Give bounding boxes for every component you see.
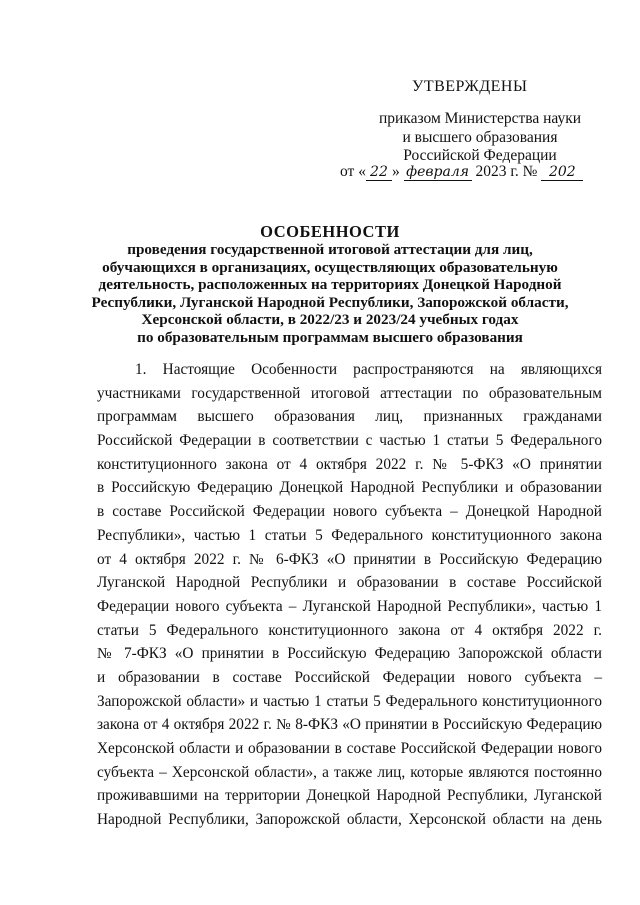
body-line: конституционного закона от 4 октября 2022 г. № 5-ФКЗ «О принятии [97,455,602,473]
approval-heading: УТВЕРЖДЕНЫ [412,78,528,95]
body-line: в Российскую Федерацию Донецкой Народной Республики и образовании [97,479,602,497]
subtitle-line: деятельность, расположенных на территориях Донецкой Народной [98,276,562,294]
date-separator: » [391,163,400,180]
handwritten-day: 22 [366,165,392,181]
body-line: № 7-ФКЗ «О принятии в Российскую Федерацию Запорожской области [97,645,602,663]
subtitle-line: по образовательным программам высшего образования [137,328,523,346]
body-line: Луганской Народной Республики и образовании в составе Российской [97,574,602,592]
body-line: Российской Федерации в соответствии с частью 1 статьи 5 Федерального [97,432,602,450]
date-prefix: от « [340,163,366,180]
subtitle-line: Республики, Луганской Народной Республики, Запорожской области, [91,293,569,311]
order-line: Российской Федерации [403,147,557,164]
body-line: 1. Настоящие Особенности распространяются на являющихся [135,361,602,378]
body-line: в составе Российской Федерации нового субъекта – Донецкой Народной [97,503,602,521]
body-line: участниками государственной итоговой аттестации по образовательным [97,384,602,402]
body-line: Народной Республики, Запорожской области, Херсонской области на день [97,811,602,829]
body-line: статьи 5 Федерального конституционного закона от 4 октября 2022 г. [97,621,602,639]
approval-order-block [340,110,620,166]
subtitle-line: Херсонской области, в 2022/23 и 2023/24 учебных годах [141,311,519,329]
date-year: 2023 г. № [475,163,538,180]
handwritten-order-number: 202 [541,165,583,181]
subtitle-line: обучающихся в организациях, осуществляющих образовательную [102,258,558,276]
document-subtitle [72,241,588,347]
document-title: ОСОБЕННОСТИ [260,222,400,241]
body-line: Федерации нового субъекта – Луганской Народной Республики», частью 1 [97,597,602,615]
subtitle-line: проведения государственной итоговой аттестации для лиц, [127,241,533,258]
body-line: от 4 октября 2022 г. № 6-ФКЗ «О принятии в Российскую Федерацию [97,550,602,568]
body-line: Республики», частью 1 статьи 5 Федерального конституционного закона [97,526,602,544]
body-line: проживавшими на территории Донецкой Народной Республики, Луганской [97,787,602,805]
order-date-line [340,163,583,181]
order-line: приказом Министерства науки [378,110,582,127]
body-line: субъекта – Херсонской области», а также лиц, которые являются постоянно [97,763,602,781]
body-line: и образовании в составе Российской Федерации нового субъекта – [97,668,602,686]
body-paragraph [97,358,602,832]
body-line: Запорожской области» и частью 1 статьи 5 Федерального конституционного [97,692,602,710]
handwritten-month: февраля [404,165,472,181]
body-line: программам высшего образования лиц, признанных гражданами [97,408,602,426]
order-line: и высшего образования [402,128,558,146]
body-line: Херсонской области и образовании в составе Российской Федерации нового [97,740,602,757]
body-line: закона от 4 октября 2022 г. № 8-ФКЗ «О принятии в Российскую Федерацию [97,716,602,734]
